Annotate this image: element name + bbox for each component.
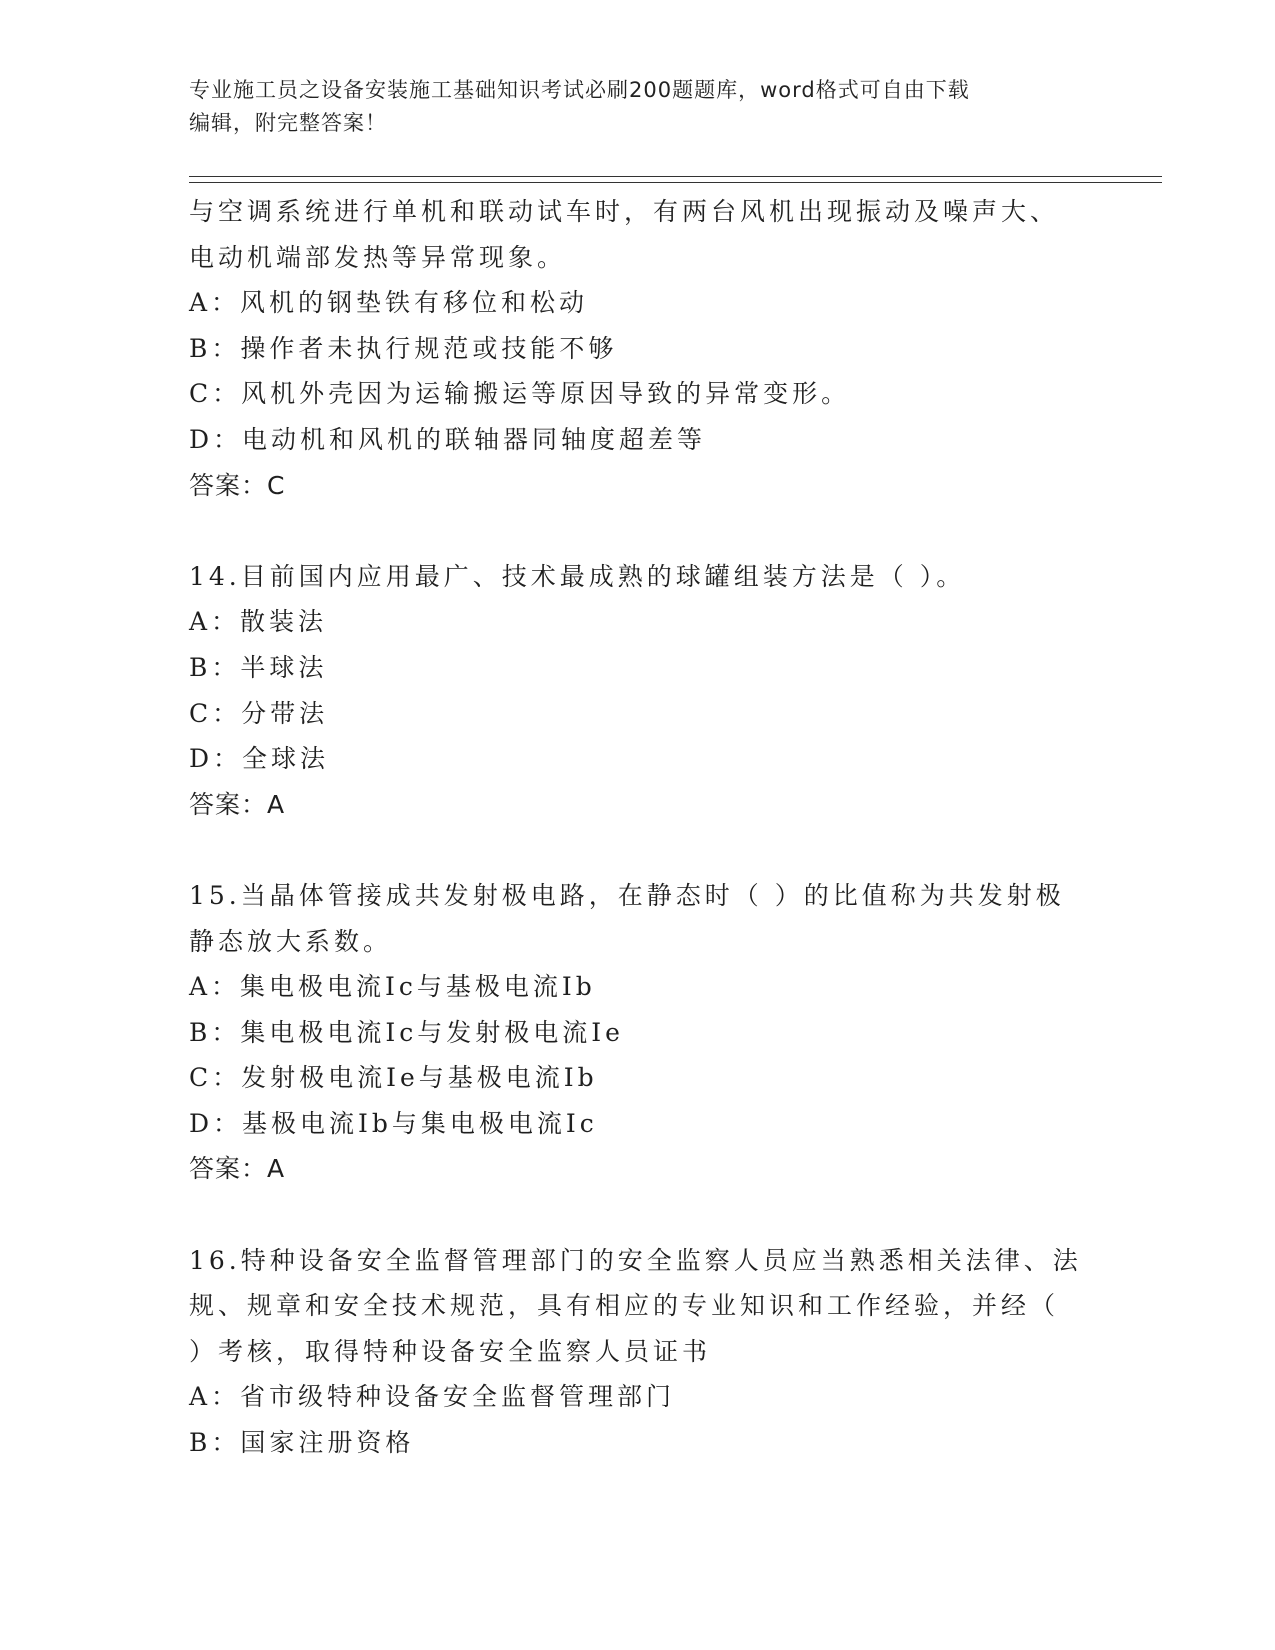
option-c: C：发射极电流Ie与基极电流Ib xyxy=(189,1063,598,1093)
header-title-line-1: 专业施工员之设备安装施工基础知识考试必刷200题题库，word格式可自由下载 xyxy=(189,78,970,102)
option-b: B：集电极电流Ic与发射极电流Ie xyxy=(189,1017,624,1047)
question-text: ）考核，取得特种设备安全监察人员证书 xyxy=(189,1336,712,1366)
option-d: D：电动机和风机的联轴器同轴度超差等 xyxy=(189,424,707,454)
option-d: D：基极电流Ib与集电极电流Ic xyxy=(189,1108,598,1138)
spacer xyxy=(189,1192,1089,1238)
question-13 xyxy=(189,189,1089,508)
answer: 答案：A xyxy=(189,1154,286,1184)
option-c: C：分带法 xyxy=(189,698,329,728)
question-14 xyxy=(189,554,1089,828)
question-text: 静态放大系数。 xyxy=(189,926,393,956)
option-c: C：风机外壳因为运输搬运等原因导致的异常变形。 xyxy=(189,379,851,409)
option-a: A：风机的钢垫铁有移位和松动 xyxy=(189,288,589,318)
question-text: 14.目前国内应用最广、技术最成熟的球罐组装方法是（ ）。 xyxy=(189,561,966,591)
spacer xyxy=(189,827,1089,873)
option-a: A：集电极电流Ic与基极电流Ib xyxy=(189,972,596,1002)
option-a: A：散装法 xyxy=(189,607,328,637)
question-list xyxy=(189,189,1089,1466)
question-text: 电动机端部发热等异常现象。 xyxy=(189,242,567,272)
answer: 答案：A xyxy=(189,789,286,819)
answer: 答案：C xyxy=(189,470,286,500)
spacer xyxy=(189,508,1089,554)
header-divider-bottom xyxy=(189,182,1162,183)
option-d: D：全球法 xyxy=(189,744,330,774)
option-b: B：国家注册资格 xyxy=(189,1428,415,1458)
option-b: B：操作者未执行规范或技能不够 xyxy=(189,333,618,363)
question-15 xyxy=(189,873,1089,1192)
question-text: 与空调系统进行单机和联动试车时，有两台风机出现振动及噪声大、 xyxy=(189,197,1060,226)
question-16 xyxy=(189,1238,1089,1466)
option-b: B：半球法 xyxy=(189,652,328,682)
header-title-line-2: 编辑，附完整答案！ xyxy=(189,111,387,135)
document-header xyxy=(189,74,1089,140)
question-text: 规、规章和安全技术规范，具有相应的专业知识和工作经验，并经（ xyxy=(189,1291,1060,1321)
option-a: A：省市级特种设备安全监督管理部门 xyxy=(189,1382,676,1412)
question-text: 15.当晶体管接成共发射极电路，在静态时（ ）的比值称为共发射极 xyxy=(189,880,1065,910)
question-text: 16.特种设备安全监督管理部门的安全监察人员应当熟悉相关法律、法 xyxy=(189,1245,1082,1275)
header-divider-top xyxy=(189,176,1162,177)
